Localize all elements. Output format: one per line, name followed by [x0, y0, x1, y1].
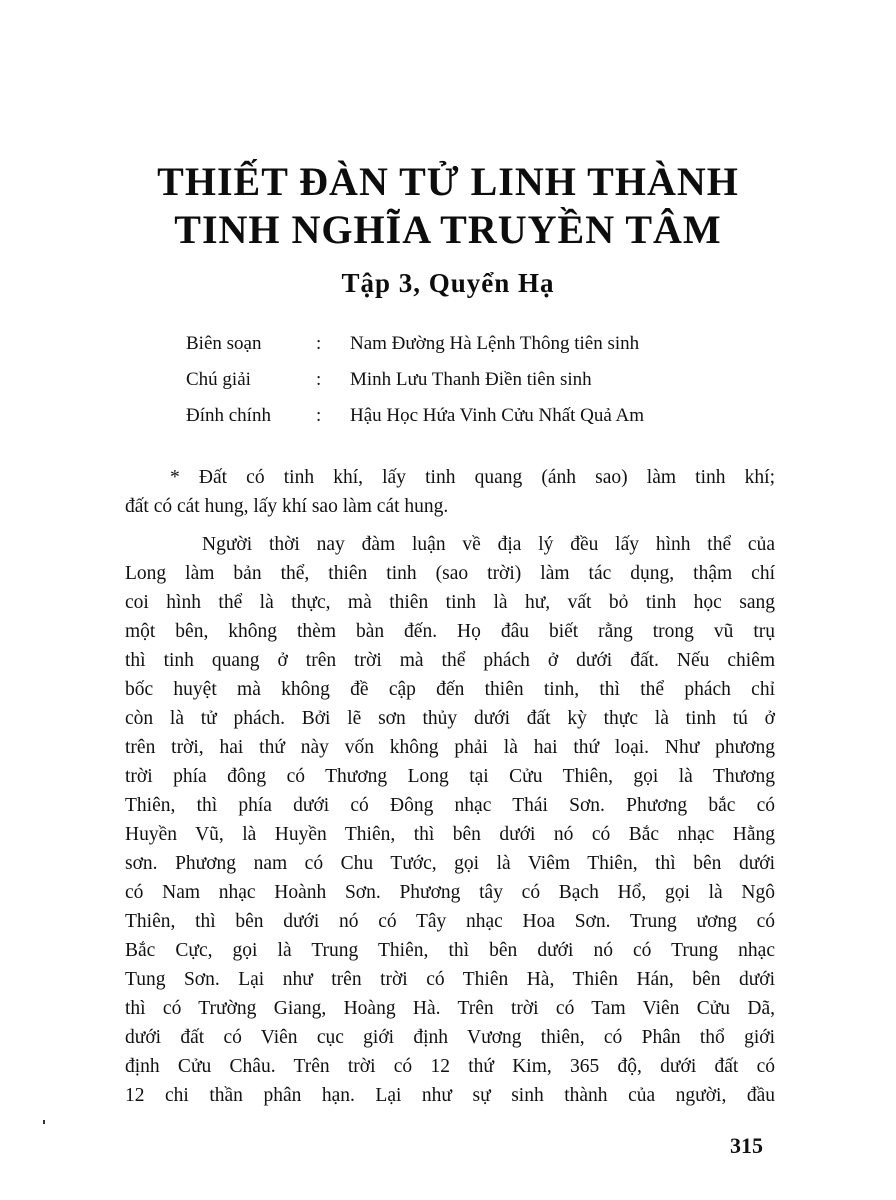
credit-role: Chú giải	[186, 369, 251, 390]
text-line: thì tinh quang ở trên trời mà thể phách ở dưới đất. Nếu chiêm	[125, 650, 775, 671]
text-line: thì có Trường Giang, Hoàng Hà. Trên trời có Tam Viên Cửu Dã,	[125, 998, 775, 1019]
title-line-2: TINH NGHĨA TRUYỀN TÂM	[174, 207, 722, 252]
credit-row	[186, 326, 644, 362]
text-line: còn là tử phách. Bởi lẽ sơn thủy dưới đất kỳ thực là tinh tú ở	[125, 708, 775, 729]
main-paragraph	[125, 530, 775, 1110]
text-line: 12 chi thần phân hạn. Lại như sự sinh thành của người, đầu	[125, 1085, 775, 1106]
text-line: có Nam nhạc Hoành Sơn. Phương tây có Bạch Hổ, gọi là Ngô	[125, 882, 775, 903]
text-line: sơn. Phương nam có Chu Tước, gọi là Viêm Thiên, thì bên dưới	[125, 853, 775, 874]
text-line: Bắc Cực, gọi là Trung Thiên, thì bên dưới nó có Trung nhạc	[125, 940, 775, 961]
text-line: coi hình thể là thực, mà thiên tinh là hư, vất bỏ tinh học sang	[125, 592, 775, 613]
credit-separator: :	[316, 333, 322, 354]
text-line: Người thời nay đàm luận về địa lý đều lấy hình thể của	[202, 534, 775, 555]
credit-role: Biên soạn	[186, 333, 262, 354]
text-line: một bên, không thèm bàn đến. Họ đâu biết rằng trong vũ trụ	[125, 621, 775, 642]
credits-block	[186, 326, 644, 434]
text-line: Long làm bản thể, thiên tinh (sao trời) làm tác dụng, thậm chí	[125, 563, 775, 584]
credit-row	[186, 362, 644, 398]
text-line: Huyền Vũ, là Huyền Thiên, thì bên dưới nó có Bắc nhạc Hằng	[125, 824, 775, 845]
page-number: 315	[730, 1133, 763, 1158]
credit-separator: :	[316, 405, 322, 426]
credit-separator: :	[316, 369, 322, 390]
subtitle: Tập 3, Quyển Hạ	[341, 268, 555, 298]
text-line: Thiên, thì phía dưới có Đông nhạc Thái Sơn. Phương bắc có	[125, 795, 775, 816]
text-line: định Cửu Châu. Trên trời có 12 thứ Kim, 365 độ, dưới đất có	[125, 1056, 775, 1077]
note-paragraph	[125, 463, 775, 521]
text-line: trời phía đông có Thương Long tại Cửu Thiên, gọi là Thương	[125, 766, 775, 787]
text-line: bốc huyệt mà không đề cập đến thiên tinh, thì thể phách chỉ	[125, 679, 775, 700]
credit-name: Nam Đường Hà Lệnh Thông tiên sinh	[350, 333, 640, 354]
text-line: đất có cát hung, lấy khí sao làm cát hung.	[125, 496, 449, 517]
title-line-1: THIẾT ĐÀN TỬ LINH THÀNH	[157, 159, 739, 204]
text-line: Tung Sơn. Lại như trên trời có Thiên Hà, Thiên Hán, bên dưới	[125, 969, 775, 990]
text-line: * Đất có tinh khí, lấy tinh quang (ánh sao) làm tinh khí;	[170, 467, 775, 488]
text-line: trên trời, hai thứ này vốn không phải là hai thứ loại. Như phương	[125, 737, 775, 758]
credit-row	[186, 398, 644, 434]
text-line: Thiên, thì bên dưới nó có Tây nhạc Hoa Sơn. Trung ương có	[125, 911, 775, 932]
credit-name: Hậu Học Hứa Vinh Cửu Nhất Quả Am	[350, 405, 645, 426]
scan-speck	[43, 1120, 45, 1124]
text-line: dưới đất có Viên cục giới định Vương thiên, có Phân thổ giới	[125, 1027, 775, 1048]
credit-role: Đính chính	[186, 405, 271, 426]
credit-name: Minh Lưu Thanh Điền tiên sinh	[350, 369, 592, 390]
